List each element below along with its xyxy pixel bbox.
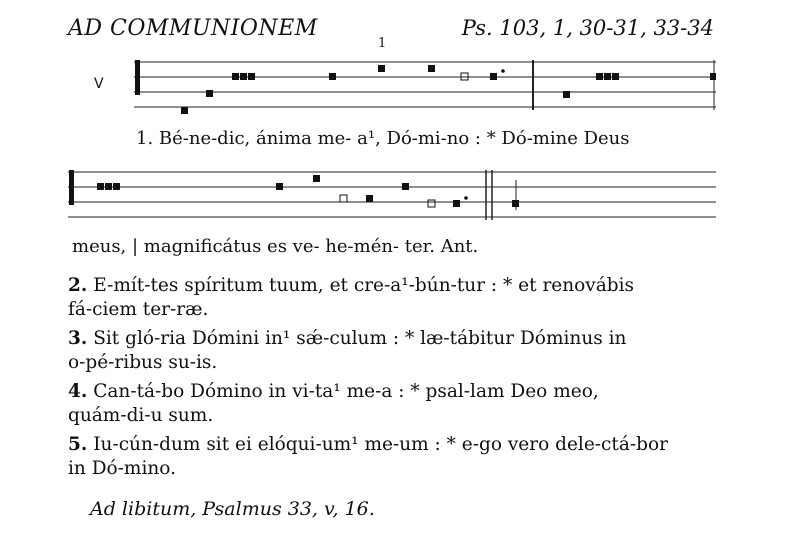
verse-text: Sit gló-ria Dómini in¹ sǽ-culum : * læ-tábitur Dóminus in <box>93 328 627 349</box>
mode-label: V <box>94 76 104 92</box>
verse-continuation: in Dó-mino. <box>68 458 177 479</box>
chant-lyric-line-2: meus, | magnificátus es ve- he-mén- ter. Ant. <box>72 236 479 257</box>
antiphon-title: AD COMMUNIONEM <box>68 16 318 41</box>
intonation-mark: 1 <box>378 36 387 51</box>
staff-2 <box>68 170 716 220</box>
verse-continuation: o-pé-ribus su-is. <box>68 352 218 373</box>
staff-1-notes <box>135 60 716 114</box>
verse-text: E-mít-tes spíritum tuum, et cre-a¹-bún-tur : * et renovábis <box>93 275 635 296</box>
verse-continuation: quám-di-u sum. <box>68 405 214 426</box>
verse-number: 4. <box>68 381 88 402</box>
verse-continuation: fá-ciem ter-ræ. <box>68 299 209 320</box>
verse-number: 2. <box>68 275 88 296</box>
footer-note: Ad libitum, Psalmus 33, v, 16. <box>90 498 375 520</box>
verse-text: Iu-cún-dum sit ei elóqui-um¹ me-um : * e-go vero dele-ctá-bor <box>93 434 668 455</box>
psalm-reference: Ps. 103, 1, 30-31, 33-34 <box>461 16 714 40</box>
staff-1 <box>134 60 716 110</box>
c-clef <box>135 60 140 95</box>
verse-4 <box>68 380 720 428</box>
verse-2 <box>68 274 720 322</box>
neume <box>206 90 213 97</box>
verse-number: 5. <box>68 434 88 455</box>
neume <box>181 107 188 114</box>
psalm-verses <box>68 274 720 486</box>
c-clef <box>69 170 74 205</box>
verse-3 <box>68 327 720 375</box>
verse-text: Can-tá-bo Dómino in vi-ta¹ me-a : * psal-lam Deo meo, <box>93 381 599 402</box>
verse-number: 3. <box>68 328 88 349</box>
chant-lyric-line-1: 1. Bé-ne-dic, ánima me- a¹, Dó-mi-no : * Dó-mine Deus <box>136 128 630 149</box>
staff-2-notes <box>69 170 519 207</box>
verse-5 <box>68 433 720 481</box>
